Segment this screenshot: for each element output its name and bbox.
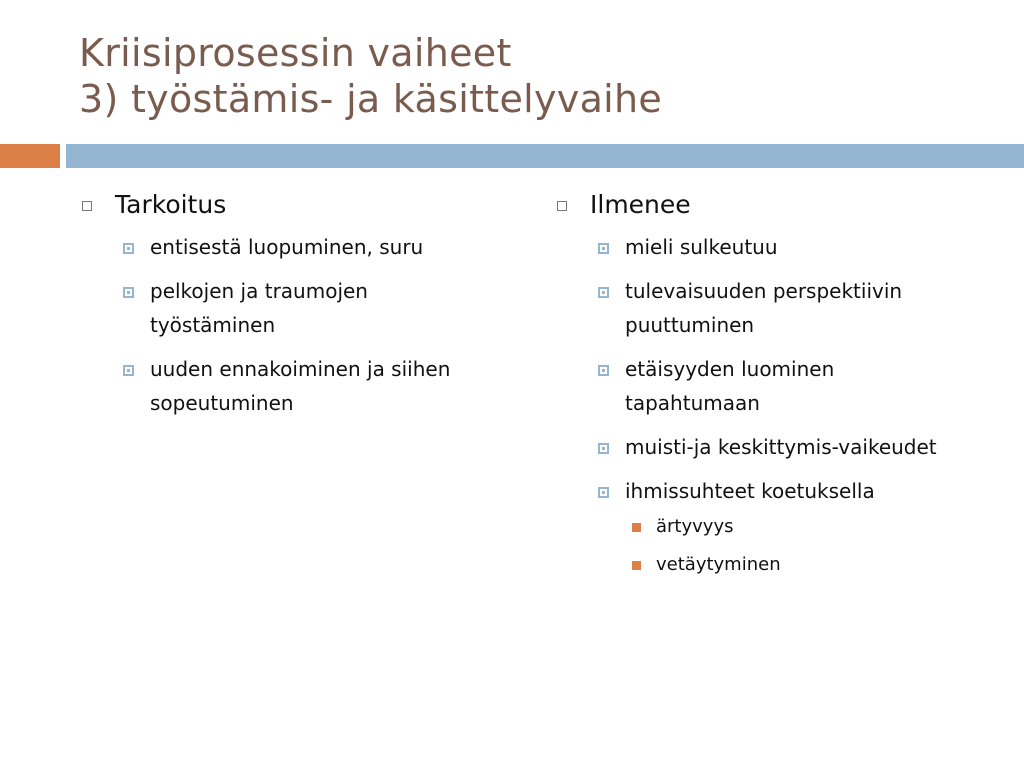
list-item-text: entisestä luopuminen, suru [150, 235, 424, 259]
list-item-text: pelkojen ja traumojen työstäminen [150, 279, 368, 337]
left-column [80, 188, 500, 430]
list-item [80, 352, 510, 420]
list-item [80, 274, 440, 342]
right-heading-text: Ilmenee [590, 190, 691, 219]
square-bullet-icon [598, 487, 609, 498]
square-bullet-icon [123, 365, 134, 376]
left-heading-text: Tarkoitus [115, 190, 227, 219]
square-bullet-icon [598, 243, 609, 254]
square-bullet-icon [598, 365, 609, 376]
list-item-text: mieli sulkeutuu [625, 235, 778, 259]
list-item [80, 230, 500, 264]
title-line-1: Kriisiprosessin vaiheet [79, 31, 512, 75]
list-item [555, 352, 945, 420]
right-column [555, 188, 1015, 590]
hollow-square-bullet-icon [557, 201, 567, 211]
hollow-square-bullet-icon [82, 201, 92, 211]
square-bullet-icon [598, 287, 609, 298]
list-item-text: uuden ennakoiminen ja siihen sopeutuminen [150, 357, 451, 415]
title-line-2: 3) työstämis- ja käsittelyvaihe [79, 77, 663, 121]
filled-square-bullet-icon [632, 561, 641, 570]
slide-title [79, 30, 662, 122]
square-bullet-icon [123, 287, 134, 298]
accent-bar-orange [0, 144, 60, 168]
list-item [555, 230, 1015, 264]
sub-list-item [555, 514, 1015, 540]
list-item [555, 474, 1015, 508]
square-bullet-icon [123, 243, 134, 254]
filled-square-bullet-icon [632, 523, 641, 532]
list-item-text: etäisyyden luominen tapahtumaan [625, 357, 835, 415]
square-bullet-icon [598, 443, 609, 454]
list-item [555, 274, 995, 342]
sub-list-item-text: ärtyvyys [656, 516, 734, 537]
sub-list-item [555, 552, 1015, 578]
list-item-text: muisti-ja keskittymis-vaikeudet [625, 435, 937, 459]
accent-bar-blue [66, 144, 1024, 168]
list-item-text: ihmissuhteet koetuksella [625, 479, 875, 503]
right-heading [555, 188, 1015, 222]
left-heading [80, 188, 500, 222]
list-item [555, 430, 1015, 464]
list-item-text: tulevaisuuden perspektiivin puuttuminen [625, 279, 903, 337]
sub-list-item-text: vetäytyminen [656, 554, 781, 575]
